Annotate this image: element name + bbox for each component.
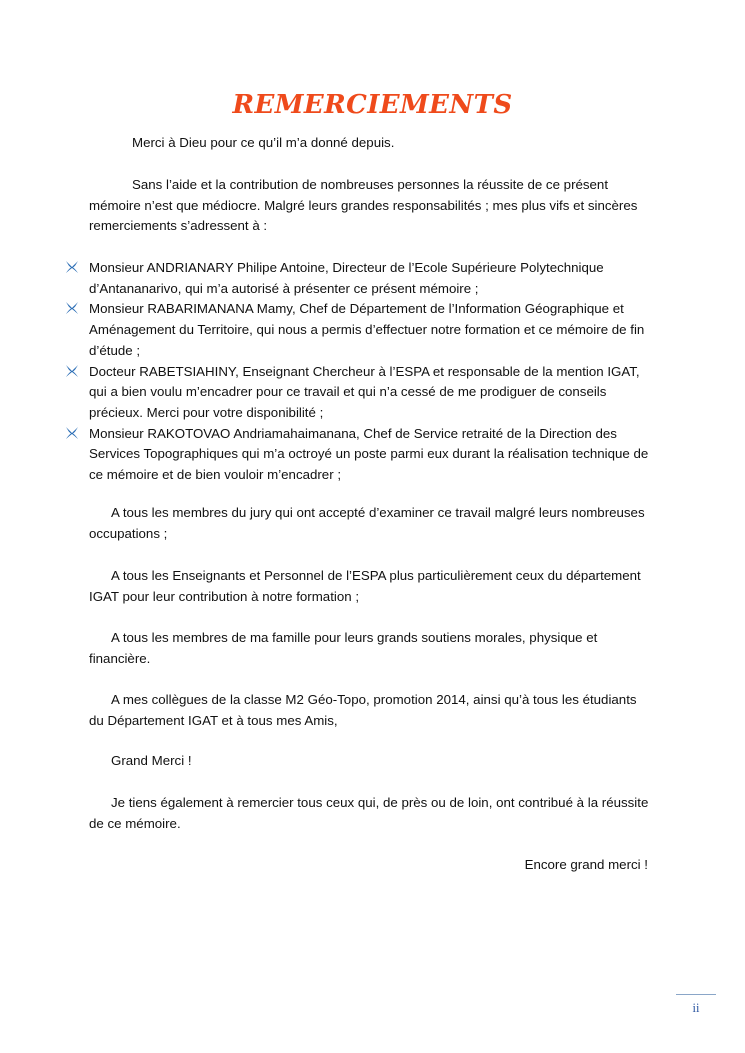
star-cross-bullet-icon [64, 259, 80, 275]
paragraph-colleagues: A mes collègues de la classe M2 Géo-Topo, promotion 2014, ainsi qu’à tous les étudiants du Département IGAT et à tous mes Amis, [89, 692, 637, 728]
list-item [89, 299, 649, 361]
list-item [89, 258, 649, 299]
paragraph-teachers: A tous les Enseignants et Personnel de l’ESPA plus particulièrement ceux du département IGAT pour leur contribution à notre formation ; [89, 568, 641, 604]
paragraph-family: A tous les membres de ma famille pour leurs grands soutiens morales, physique et financière. [89, 630, 598, 666]
list-item-text: Docteur RABETSIAHINY, Enseignant Chercheur à l’ESPA et responsable de la mention IGAT, qui a bien voulu m’encadrer pour ce travail et qui n’a cessé de me prodiguer de conseils précieux. Merci pour votre disponibilité ; [89, 363, 640, 420]
paragraph-all-contributors: Je tiens également à remercier tous ceux qui, de près ou de loin, ont contribué à la réussite de ce mémoire. [89, 795, 649, 831]
page-title: REMERCIEMENTS [232, 90, 513, 120]
list-item [89, 362, 649, 424]
intro-paragraph-contribution: Sans l’aide et la contribution de nombreuses personnes la réussite de ce présent mémoire n’est que médiocre. Malgré leurs grandes responsabilités ; mes plus vifs et sincères remerciements s’adressent à : [89, 177, 638, 234]
star-cross-bullet-icon [64, 300, 80, 316]
paragraph-grand-merci: Grand Merci ! [111, 753, 192, 768]
intro-paragraph-thanks-god: Merci à Dieu pour ce qu’il m’a donné depuis. [132, 135, 395, 150]
star-cross-bullet-icon [64, 363, 80, 379]
page-number: ii [692, 1001, 700, 1015]
list-item-text: Monsieur ANDRIANARY Philipe Antoine, Directeur de l’Ecole Supérieure Polytechnique d’Antananarivo, qui m’a autorisé à présenter ce présent mémoire ; [89, 260, 604, 296]
closing-line: Encore grand merci ! [524, 857, 648, 872]
list-item-text: Monsieur RABARIMANANA Mamy, Chef de Département de l’Information Géographique et Aménagement du Territoire, qui nous a permis d’effectuer notre formation et ce mémoire de fin d’étude ; [89, 301, 645, 358]
page-number-rule [676, 994, 716, 995]
paragraph-jury: A tous les membres du jury qui ont accepté d’examiner ce travail malgré leurs nombreuses occupations ; [89, 505, 645, 541]
star-cross-bullet-icon [64, 425, 80, 441]
list-item [89, 424, 649, 486]
acknowledgement-list [89, 258, 649, 486]
list-item-text: Monsieur RAKOTOVAO Andriamahaimanana, Chef de Service retraité de la Direction des Services Topographiques qui m’a octroyé un poste parmi eux durant la réalisation technique de ce mémoire et de bien vouloir m’encadrer ; [89, 425, 649, 483]
